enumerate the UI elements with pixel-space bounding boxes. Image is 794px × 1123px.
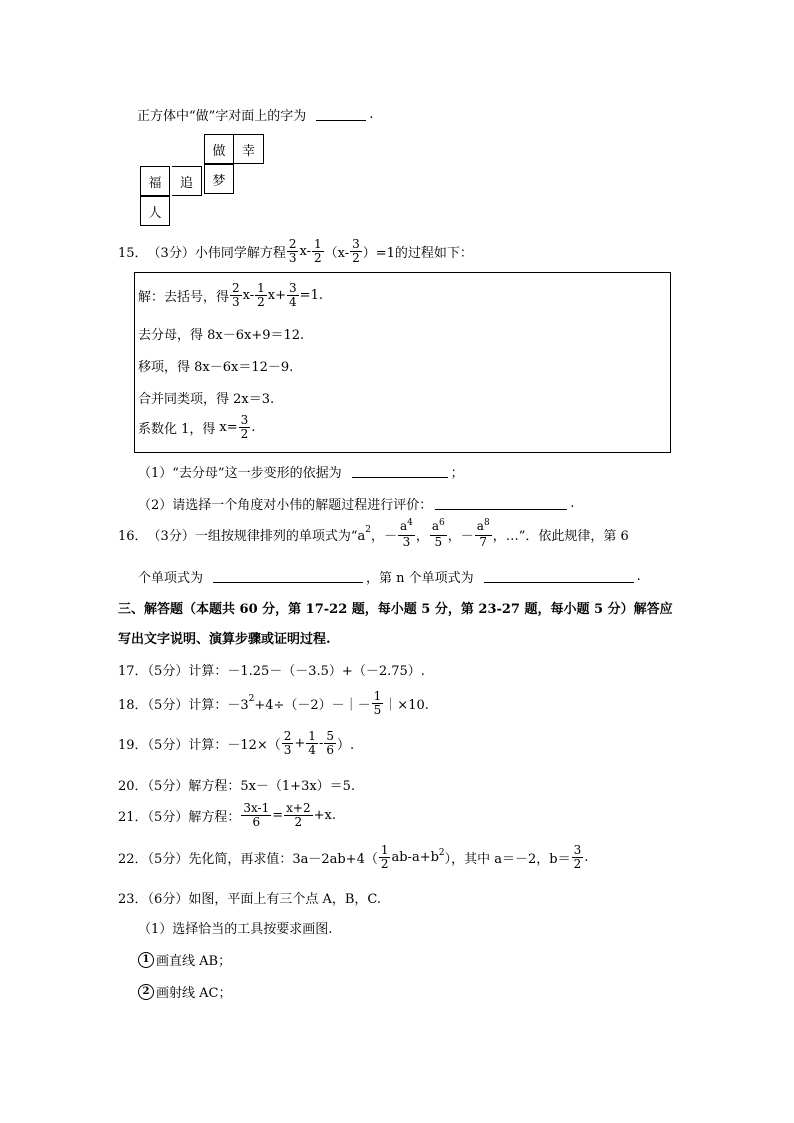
q17: 17．（5分）计算：－1.25－（－3.5）+（－2.75）. [118,664,425,679]
q15-close: ）=1的过程如下： [362,246,473,261]
section3-heading-line2: 写出文字说明、演算步骤或证明过程. [118,632,331,647]
cube-question-text: 正方体中“做”字对面上的字为 [137,109,307,124]
q16-blank2[interactable] [484,570,634,583]
q15-x1: x- [299,244,311,259]
q15-prefix: 小伟同学解方程 [194,246,286,261]
section3-heading-line1: 三、解答题（本题共 60 分，第 17-22 题，每小题 5 分，第 23-27 题，每小题 5 分）解答应 [118,602,673,617]
q19: 19．（5分）计算：－12×（ $\frac{2}{3}$ + $\frac{1}{4}$ - $\frac{5}{6}$ ）. [118,729,355,757]
q16-line2: 个单项式为 ，第 n 个单项式为 . [138,569,641,586]
net-cell-fu: 福 [140,166,170,196]
q15-sub2: （2）请选择一个角度对小伟的解题过程进行评价： . [138,496,575,513]
q21: 21．（5分）解方程： $\frac{3x-1}{6}$ = $\frac{x+2}{2}$ +x. [118,801,336,829]
circled-number-1: 1 [138,952,154,968]
q15-box-line1: 解：去括号，得 $\frac{2}{3}$ x- $\frac{1}{2}$ x+ $\frac{3}{4}$ =1. [138,281,323,309]
q15-box-line2: 去分母，得 8x－6x+9＝12. [138,328,305,343]
q16-stem: 16． （3分） 一组按规律排列的单项式为“a 2 ，－ $\frac{a^4}{3}$ ， $\frac{a^6}{5}$ ，－ $\frac{a^8}{7}$ ，…”．依此规律，第 6 [118,518,629,549]
net-cell-ren: 人 [140,196,170,226]
q23-item1: 1 画直线 AB； [138,950,231,969]
q23-stem: 23．（6分）如图，平面上有三个点 A，B，C. [118,892,382,907]
net-cell-zuo: 做 [204,134,234,164]
q15-sub1: （1）“去分母”这一步变形的依据为 ； [138,466,464,481]
cube-question [137,105,373,124]
q15-frac1: $\frac{2}{3}$ [288,237,297,265]
q15-box-line4: 合并同类项，得 2x＝3. [138,392,275,407]
q15-box-line3: 移项，得 8x－6x＝12－9. [138,360,294,375]
cube-question-end: . [369,107,374,122]
q15-sub1-blank[interactable] [352,465,448,478]
q15-frac3: $\frac{3}{2}$ [352,237,360,265]
q18: 18．（5分）计算：－3 2 +4÷（－2）－｜－ $\frac{1}{5}$ ｜×10. [118,689,429,717]
q22: 22．（5分）先化简，再求值：3a－2ab+4（ $\frac{1}{2}$ ab-a+b 2 ），其中 a＝－2，b＝ $\frac{3}{2}$ . [118,843,589,871]
q23-sub1: （1）选择恰当的工具按要求画图. [138,922,333,937]
net-cell-zhui: 追 [172,166,202,196]
q15-number: 15． [118,246,148,261]
q16-blank1[interactable] [213,570,363,583]
q15-stem [118,238,473,265]
q15-box-line5: 系数化 1，得 x= $\frac{3}{2}$ . [138,413,256,441]
q15-score: （3分） [147,246,195,261]
q15-open: （x- [324,246,350,261]
q23-item2: 2 画射线 AC； [138,982,231,1001]
answer-blank[interactable] [316,108,366,121]
net-cell-meng: 梦 [204,164,234,194]
q15-frac2: $\frac{1}{2}$ [313,237,322,265]
q20: 20．（5分）解方程：5x－（1+3x）＝5. [118,779,356,794]
q15-sub2-blank[interactable] [435,497,567,510]
circled-number-2: 2 [138,984,154,1000]
net-cell-xing: 幸 [234,134,264,164]
